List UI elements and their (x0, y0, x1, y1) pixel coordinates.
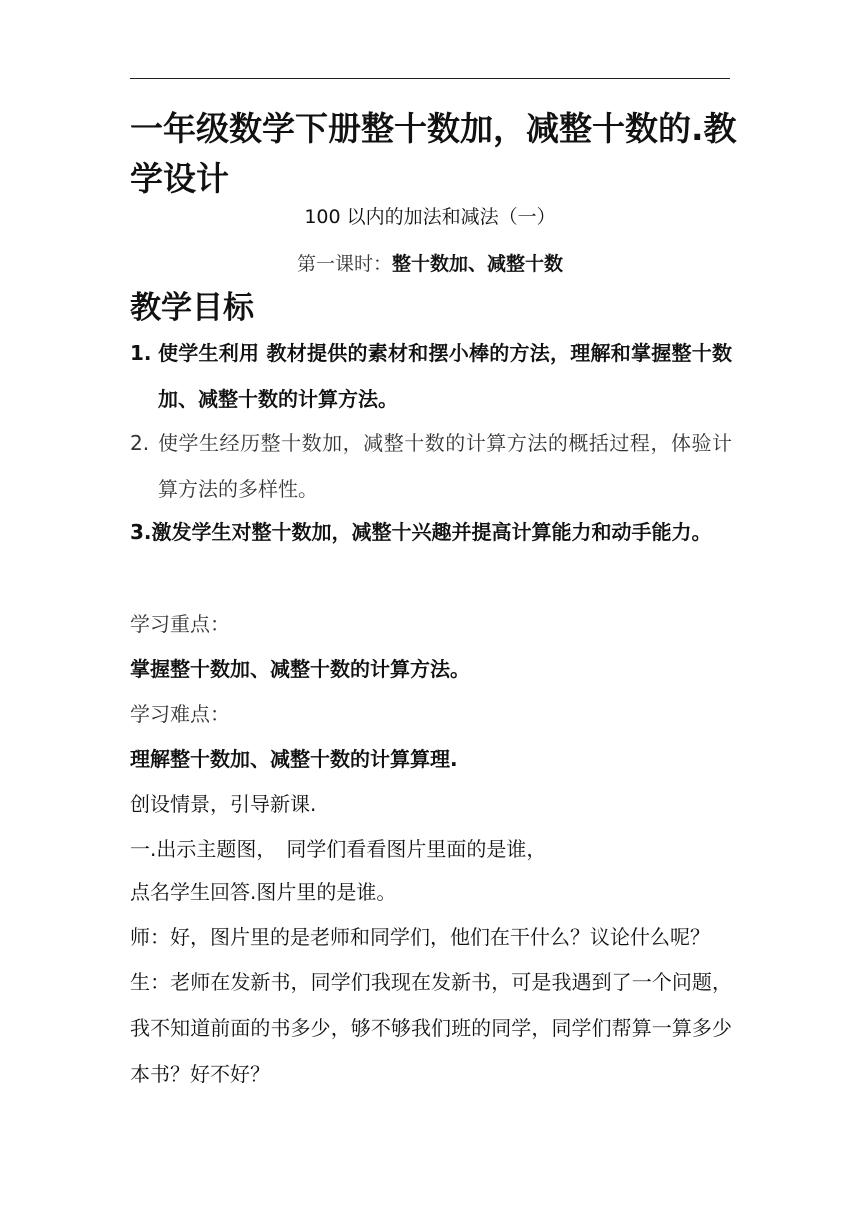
student-paragraph: 生：老师在发新书，同学们我现在发新书，可是我遇到了一个问题，我不知道前面的书多少，够不够我们班的同学，同学们帮算一算多少本书？好不好？ (130, 970, 732, 1086)
lesson-prefix: 第一课时： (296, 253, 392, 275)
intro-line: 创设情景，引导新课. (130, 792, 317, 816)
difficulty-text: 理解整十数加、减整十数的计算算理. (130, 747, 458, 771)
objective-item (130, 420, 732, 512)
objective-number: 1. (130, 341, 152, 365)
objective-item (130, 330, 732, 422)
lesson-name: 整十数加、减整十数 (392, 253, 564, 275)
step-1-line: 一.出示主题图， 同学们看看图片里面的是谁， (130, 837, 547, 861)
objective-text: 使学生经历整十数加，减整十数的计算方法的概括过程，体验计算方法的多样性。 (158, 431, 732, 501)
objective-text: 使学生利用 教材提供的素材和摆小棒的方法，理解和掌握整十数加、减整十数的计算方法。 (158, 341, 732, 411)
unit-subtitle: 100 以内的加法和减法（一） (304, 206, 556, 228)
objective-3: 3.激发学生对整十数加，减整十兴趣并提高计算能力和动手能力。 (130, 520, 712, 544)
objective-number: 2. (130, 431, 150, 455)
difficulty-label: 学习难点： (130, 702, 230, 726)
lesson-line (130, 249, 730, 279)
document-title: 一年级数学下册整十数加，减整十数的.教学设计 (130, 109, 737, 198)
header-rule (130, 78, 730, 79)
key-point-label: 学习重点： (130, 612, 230, 636)
step-1b-line: 点名学生回答.图片里的是谁。 (130, 880, 397, 904)
key-point-text: 掌握整十数加、减整十数的计算方法。 (130, 657, 470, 681)
section-heading: 教学目标 (130, 290, 254, 326)
teacher-line: 师：好，图片里的是老师和同学们，他们在干什么？议论什么呢？ (130, 925, 710, 949)
